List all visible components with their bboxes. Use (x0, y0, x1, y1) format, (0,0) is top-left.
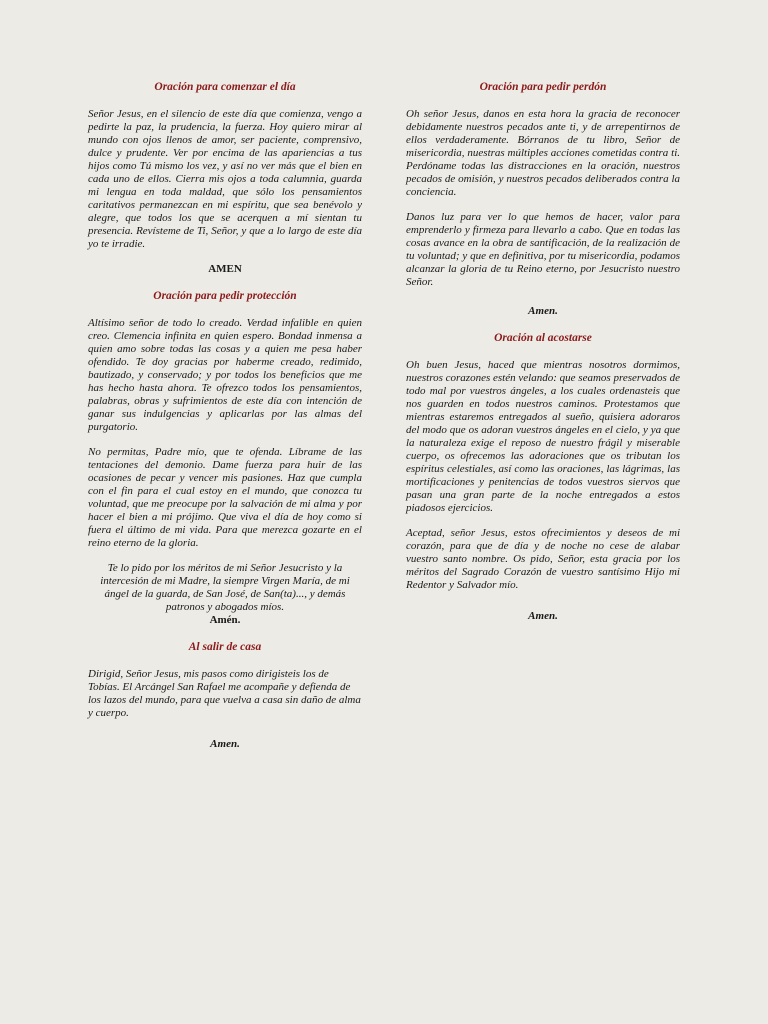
prayer-title-morning: Oración para comenzar el día (154, 81, 296, 93)
prayer-body-protection-1: Altísimo señor de todo lo creado. Verdad infalible en quien creo. Clemencia infinita en quien espero. Bondad inmensa a quien amo sobre todas las cosas y a quien me pesa haber ofendido. Te doy gracias por haberme creado, redimido, bautizado, y conservado; y por todos los beneficios que me has hecho hasta ahora. Te ofrezco todos los pensamientos, palabras, obras y sufrimientos de este día con intención de ganar sus indulgencias y aplicarlas por las almas del purgatorio. (88, 317, 362, 433)
prayer-title-bedtime: Oración al acostarse (494, 332, 592, 344)
prayer-body-bedtime-1: Oh buen Jesus, haced que mientras nosotros dormimos, nuestros corazones estén velando: que seamos preservados de todo mal por vuestros ángeles, a los cuales ordenasteis que nos guarden en todos nuestros caminos. Protestamos que mientras estaremos entregados al sueño, quisiera adoraros del modo que os adoran vuestros ángeles en el cielo, y ya que la naturaleza exige el reposo de nuestro frágil y miserable cuerpo, os ofrecemos las adoraciones que os tributan los espíritus celestiales, así como las oraciones, las lágrimas, las mortificaciones y penitencias de todos vuestros siervos que pasan una gran parte de la noche entregados a estos piadosos ejercicios. (406, 359, 680, 514)
prayer-title-leaving-home: Al salir de casa (188, 641, 262, 653)
amen-morning: AMEN (208, 263, 242, 275)
amen-forgiveness: Amen. (528, 305, 558, 317)
amen-bedtime: Amen. (528, 610, 558, 622)
prayer-body-bedtime-2: Aceptad, señor Jesus, estos ofrecimientos y deseos de mi corazón, para que de día y de noche no cese de alabar vuestro santo nombre. Os pido, Señor, esta gracia por los méritos del Sagrado Corazón de vuestro santísimo Hijo mi Redentor y Salvador mío. (406, 527, 680, 591)
prayer-body-forgiveness-1: Oh señor Jesus, danos en esta hora la gracia de reconocer debidamente nuestros pecados ante ti, y de arrepentirnos de ellos verdaderamente. Bórranos de tu libro, Señor de misericordia, nuestras múltiples acciones cometidas contra ti. Perdóname todas las distracciones en la oración, nuestros pecados de omisión, y nuestros pecados deliberados contra la conciencia. (406, 108, 680, 198)
prayer-title-forgiveness: Oración para pedir perdón (479, 81, 607, 93)
prayer-body-protection-2: No permitas, Padre mío, que te ofenda. Líbrame de las tentaciones del demonio. Dame fuerza para huir de las ocasiones de pecar y vencer mis pasiones. Haz que cumpla con el fin para el cual estoy en el mundo, que conozca tu voluntad, que me preocupe por la salvación de mi alma y por hacer el bien a mi prójimo. Que viva el día de hoy como si fuera el último de mi vida. Para que merezca gozarte en el reino eterno de la gloria. (88, 446, 362, 549)
prayer-title-protection: Oración para pedir protección (153, 290, 297, 302)
prayer-body-morning: Señor Jesus, en el silencio de este día que comienza, vengo a pedirte la paz, la prudencia, la fuerza. Hoy quiero mirar al mundo con ojos llenos de amor, ser paciente, comprensivo, dulce y prudente. Ver por encima de las apariencias a tus hijos como Tú mismo los vez, y así no ver más que el bien en cada uno de ellos. Cierra mis ojos a toda calumnia, guarda mi lengua en toda maldad, que sólo los pensamientos caritativos permanezcan en mi espíritu, que sea benévolo y alegre, que todos los que se acerquen a mí sientan tu presencia. Revísteme de Ti, Señor, y que a lo largo de este día yo te irradie. (88, 108, 362, 250)
prayer-body-protection-3: Te lo pido por los méritos de mi Señor Jesucristo y la intercesión de mi Madre, la siempre Virgen María, de mi ángel de la guarda, de San José, de San(ta)..., y demás patronos y abogados míos. (100, 562, 350, 613)
prayer-body-forgiveness-2: Danos luz para ver lo que hemos de hacer, valor para emprenderlo y firmeza para llevarlo a cabo. Que en todas las cosas avance en la obra de santificación, de la realización de tu voluntad; y que en definitiva, por tu misericordia, podamos alcanzar la gloria de tu Reino eterno, por Jesucristo nuestro Señor. (406, 211, 680, 288)
prayer-body-leaving-home: Dirigid, Señor Jesus, mis pasos como dirigisteis los de Tobías. El Arcángel San Rafael me acompañe y defienda de los lazos del mundo, para que vuelva a casa sin daño de alma y cuerpo. (88, 668, 361, 719)
amen-leaving-home: Amen. (210, 738, 240, 750)
amen-protection: Amén. (209, 614, 241, 626)
right-column (406, 80, 680, 636)
left-column (88, 80, 362, 764)
